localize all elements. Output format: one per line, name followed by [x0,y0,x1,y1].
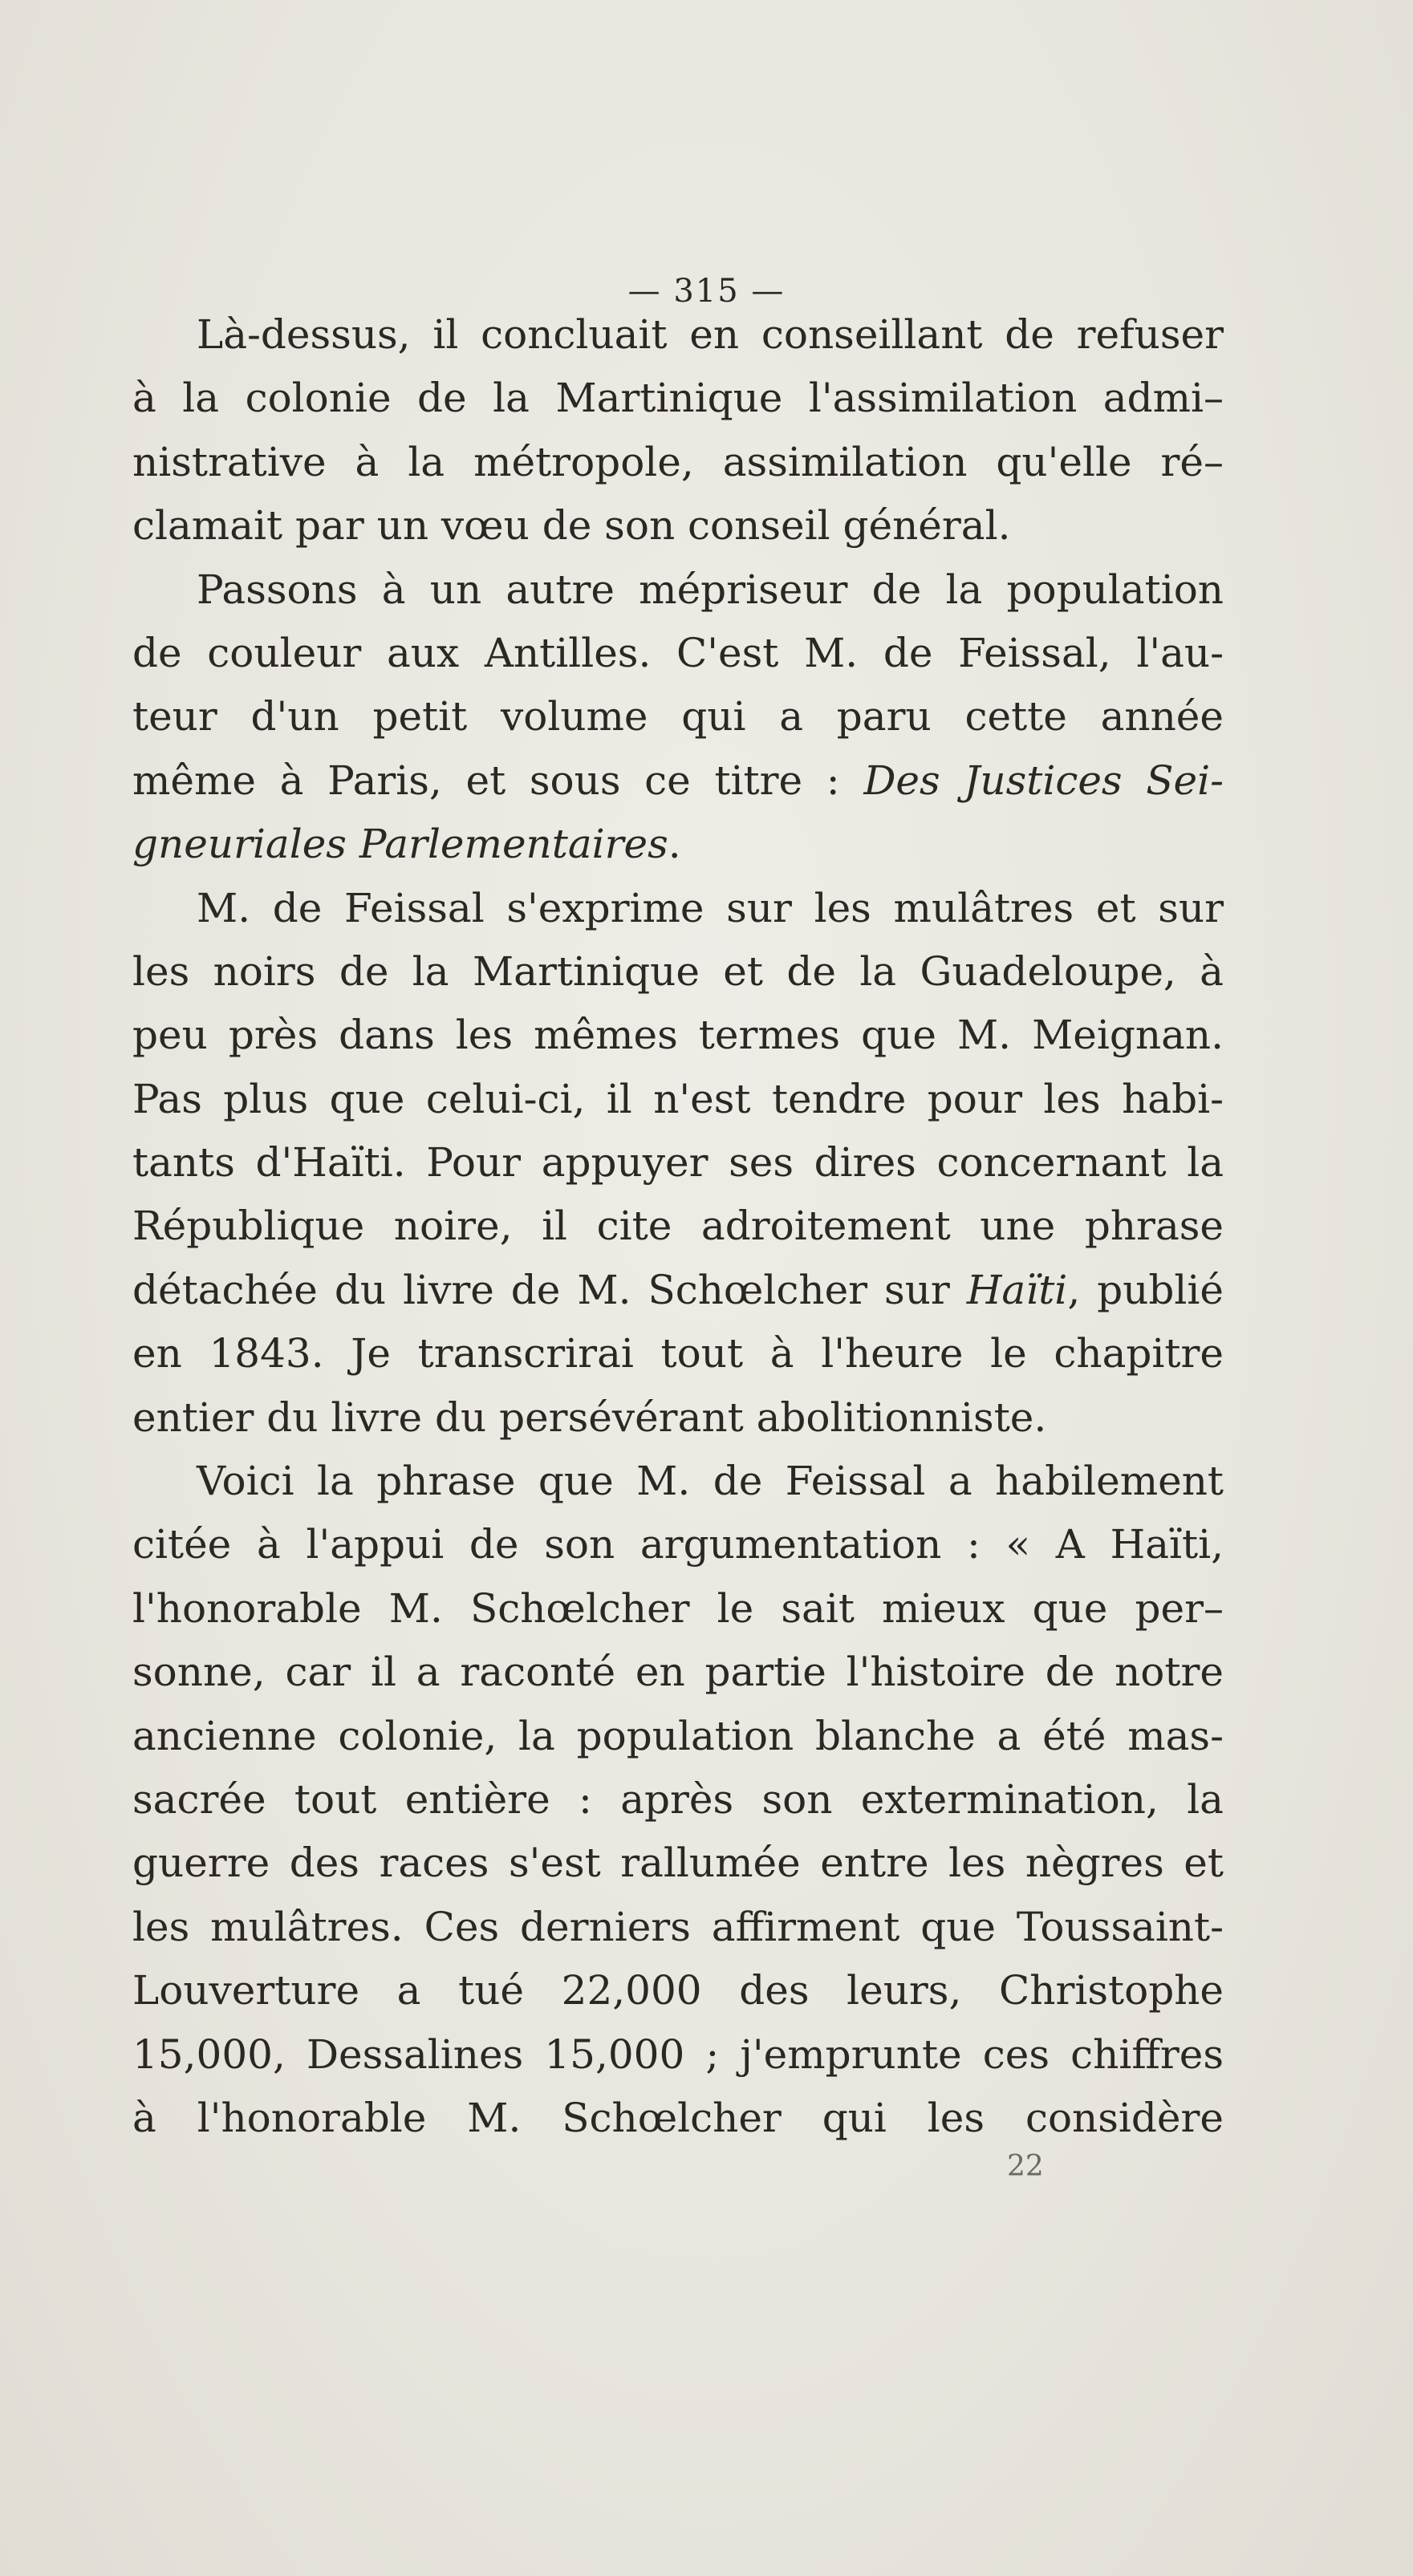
text-segment: . [668,821,681,868]
text-segment: Passons à un autre mépriseur de la population [197,566,1224,613]
text-line [132,1705,1224,1768]
text-line [132,2023,1224,2087]
text-segment: détachée du livre de M. Schœlcher sur [132,1266,967,1313]
text-segment: guerre des races s'est rallumée entre les nègres et [132,1840,1224,1887]
signature-mark: 22 [1007,2150,1044,2183]
text-segment: teur d'un petit volume qui a paru cette année [132,693,1224,740]
text-line [132,1322,1224,1385]
text-line [132,2087,1224,2150]
italic-text-segment: Haïti [966,1266,1068,1313]
text-line [132,1768,1224,1832]
text-segment: les mulâtres. Ces derniers affirment que Toussaint- [132,1903,1224,1950]
text-segment: 15,000, Dessalines 15,000 ; j'emprunte ces chiffres [132,2030,1224,2078]
text-segment: les noirs de la Martinique et de la Guadeloupe, à [132,947,1224,995]
text-line [132,1641,1224,1704]
text-line [132,1068,1224,1131]
italic-text-segment: gneuriales Parlementaires [132,821,668,868]
text-segment: nistrative à la métropole, assimilation qu'elle ré– [132,438,1224,485]
text-segment: Louverture a tué 22,000 des leurs, Christophe [132,1967,1224,2014]
text-line [132,622,1224,685]
text-line [132,940,1224,1004]
text-segment: sacrée tout entière : après son extermination, la [132,1775,1224,1823]
text-segment: République noire, il cite adroitement une phrase [132,1203,1224,1250]
text-line [132,1004,1224,1067]
text-line [132,1259,1224,1322]
text-segment: de couleur aux Antilles. C'est M. de Feissal, l'au- [132,629,1224,676]
text-line [132,1450,1224,1513]
text-segment: M. de Feissal s'exprime sur les mulâtres et sur [197,884,1224,931]
text-line [132,685,1224,748]
text-line [132,1195,1224,1258]
text-line [132,813,1224,876]
text-segment: à l'honorable M. Schœlcher qui les considère [132,2094,1224,2141]
text-line [132,494,1224,558]
text-line [132,1386,1224,1450]
text-line [132,1131,1224,1195]
text-line [132,1896,1224,1959]
text-segment: même à Paris, et sous ce titre : [132,757,864,804]
page-number: — 315 — [627,273,786,310]
italic-text-segment: Des Justices Sei- [863,757,1224,804]
text-line [132,1959,1224,2022]
text-line [132,1577,1224,1641]
text-segment: Là-dessus, il concluait en conseillant de refuser [197,311,1224,358]
text-line [132,749,1224,813]
text-segment: entier du livre du persévérant abolitionniste. [132,1393,1047,1441]
text-line [132,1832,1224,1895]
text-line [132,303,1224,367]
body-text [132,303,1224,2150]
text-segment: l'honorable M. Schœlcher le sait mieux que per– [132,1584,1224,1632]
text-segment: , publié [1067,1266,1224,1313]
text-segment: clamait par un vœu de son conseil général. [132,502,1011,550]
text-line [132,1513,1224,1576]
text-line [132,367,1224,430]
text-segment: citée à l'appui de son argumentation : « A Haïti, [132,1521,1224,1568]
text-segment: ancienne colonie, la population blanche a été mas- [132,1712,1224,1759]
text-segment: en 1843. Je transcrirai tout à l'heure le chapitre [132,1330,1224,1377]
text-line [132,877,1224,940]
text-segment: peu près dans les mêmes termes que M. Meignan. [132,1012,1224,1059]
text-segment: Voici la phrase que M. de Feissal a habilement [197,1458,1224,1505]
text-segment: tants d'Haïti. Pour appuyer ses dires concernant la [132,1139,1224,1187]
text-line [132,431,1224,494]
text-segment: sonne, car il a raconté en partie l'histoire de notre [132,1649,1224,1696]
text-line [132,558,1224,622]
text-segment: à la colonie de la Martinique l'assimilation admi– [132,375,1224,422]
text-segment: Pas plus que celui-ci, il n'est tendre pour les habi- [132,1075,1224,1122]
